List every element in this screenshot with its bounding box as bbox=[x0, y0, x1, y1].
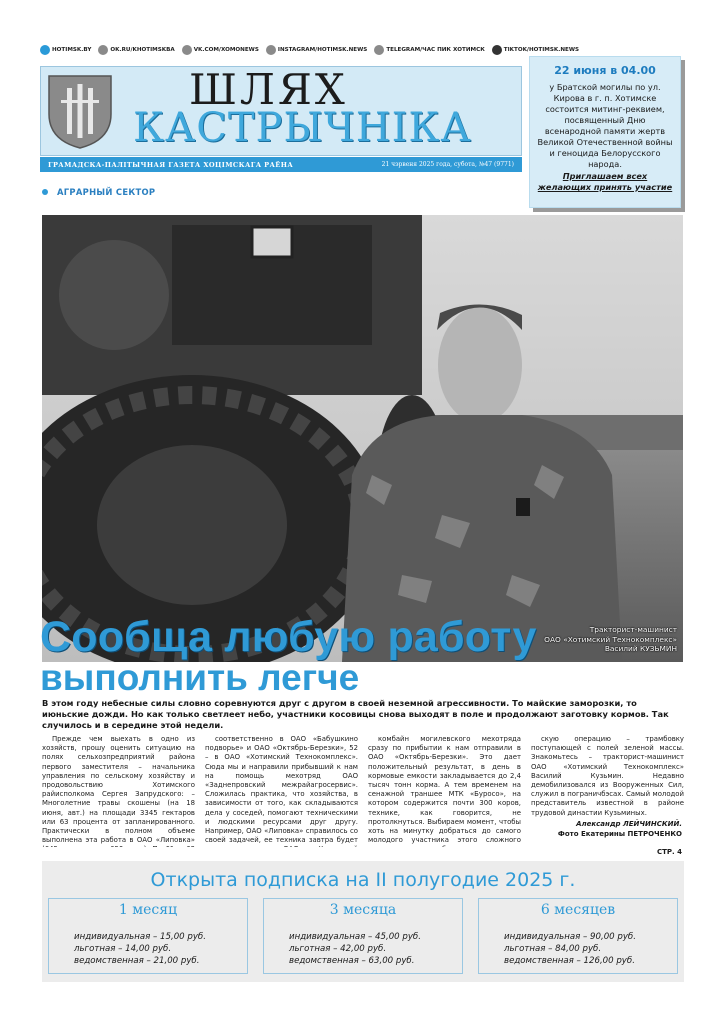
vk-icon bbox=[182, 45, 192, 55]
plan-price-individual: индивидуальная – 90,00 руб. bbox=[504, 932, 636, 942]
article-signature bbox=[470, 819, 682, 839]
plan-period: 1 месяц bbox=[118, 902, 178, 918]
photo-caption: Тракторист-машинист ОАО «Хотимский Технокомплекс» Василий КУЗЬМИН bbox=[544, 625, 677, 653]
photo-credit: Фото Екатерины ПЕТРОЧЕНКО bbox=[557, 830, 682, 838]
newspaper-title-line1: ШЛЯХ bbox=[189, 65, 348, 114]
ok-icon bbox=[98, 45, 108, 55]
article-lead: В этом году небесные силы словно соревнуются друг с другом в своей неземной агрессивности. То майские заморозки, то июньские дожди. Но как только светлеет небо, участники косовицы снова выходят в поле и продолжают заготовку кормов. Так случилось и в середине этой недели. bbox=[42, 698, 669, 730]
newspaper-title-line2: КАСТРЫЧНІКА bbox=[133, 105, 472, 151]
section-header: АГРАРНЫЙ СЕКТОР bbox=[42, 187, 155, 197]
subscription-title: Открыта подписка на II полугодие 2025 г. bbox=[150, 869, 576, 891]
plan-price-corporate: ведомственная – 21,00 руб. bbox=[74, 956, 200, 966]
announcement-invite: Приглашаем всех желающих принять участие bbox=[537, 171, 673, 192]
article-column-2: соответственно в ОАО «Бабушкино подворье» и ОАО «Октябрь-Березки», 52 – в ОАО «Хотимский Технокомплекс». Сюда мы и направили прибывший к нам на помощь мехотряд ОАО «Заднепровский межрайагросервис». Сложилась практика, что хозяйства, в зависимости от того, как складываются дела у соседей, помогают техническими и людскими ресурсами друг другу. Например, ОАО «Липовка» справилось со своей задачей, ее техника завтра будет bbox=[205, 735, 358, 845]
plan-6-months bbox=[478, 898, 678, 974]
newspaper-subtitle: ГРАМАДСКА-ПАЛІТЫЧНАЯ ГАЗЕТА ХОЦІМСКАГА РАЁНА bbox=[48, 160, 294, 169]
announcement-box bbox=[529, 56, 681, 208]
announcement-date: 22 июня в 04.00 bbox=[554, 64, 656, 77]
plan-period: 3 месяца bbox=[329, 902, 397, 918]
globe-icon bbox=[40, 45, 50, 55]
social-link-ok[interactable]: OK.RU/KHOTIMSKBA bbox=[98, 45, 174, 55]
plan-price-reduced: льготная – 42,00 руб. bbox=[289, 944, 387, 954]
plan-period: 6 месяцев bbox=[540, 902, 616, 918]
plan-price-corporate: ведомственная – 63,00 руб. bbox=[289, 956, 415, 966]
masthead-subline bbox=[40, 157, 522, 172]
article-column-3: комбайн могилевского мехотряда сразу по прибытии к нам отправили в ОАО «Октябрь-Березки». Это дает положительный результат, в день в кормовые емкости закладывается до 2,4 тысяч тонн корма. А тем временем на сенажной траншее МТК «Буросо», на котором содержится почти 300 коров, технике, как говорится, не протолкнуться. Выбираем момент, чтобы хоть на минутку добраться до самого молодого участника этого сложного bbox=[368, 735, 521, 845]
plan-price-individual: индивидуальная – 15,00 руб. bbox=[74, 932, 206, 942]
page-reference[interactable]: СТР. 4 bbox=[656, 848, 682, 856]
masthead bbox=[40, 66, 522, 156]
social-link-site[interactable]: HOTIMSK.BY bbox=[40, 45, 91, 55]
bullet-icon bbox=[42, 189, 48, 195]
author-name: Александр ЛЕЙЧИНСКИЙ. bbox=[576, 820, 682, 828]
plan-price-corporate: ведомственная – 126,00 руб. bbox=[504, 956, 635, 966]
main-photo bbox=[42, 215, 683, 662]
tractor-worker-photo bbox=[42, 215, 683, 662]
plan-1-month bbox=[48, 898, 248, 974]
article-column-1: Прежде чем выехать в одно из хозяйств, прошу оценить ситуацию на полях сельхозпредприятий района первого заместителя – начальника управления по сельскому хозяйству и продовольствию Хотимского райисполкома Сергея Запрудского: – Многолетние травы скошены (на 18 июня, авт.) на площади 3345 гектаров или 63 процента от запланированного. Практически в полном объеме выполнена эта работа в ОАО «Липовка» bbox=[42, 735, 195, 845]
social-bar bbox=[40, 43, 580, 57]
social-link-instagram[interactable]: INSTAGRAM/HOTIMSK.NEWS bbox=[266, 45, 367, 55]
headline-line1: Сообща любую работу bbox=[40, 613, 537, 661]
subscription-banner bbox=[42, 861, 684, 982]
social-link-tiktok[interactable]: TIKTOK/HOTIMSK.NEWS bbox=[492, 45, 579, 55]
telegram-icon bbox=[374, 45, 384, 55]
social-link-vk[interactable]: VK.COM/XOMONEWS bbox=[182, 45, 259, 55]
plan-price-individual: индивидуальная – 45,00 руб. bbox=[289, 932, 421, 942]
social-link-telegram[interactable]: TELEGRAM/ЧАС ПИК ХОТИМСК bbox=[374, 45, 484, 55]
issue-info: 21 чэрвеня 2025 года, субота, №47 (9771) bbox=[381, 161, 514, 168]
headline-line2: выполнить легче bbox=[40, 657, 360, 698]
coat-of-arms-icon bbox=[47, 74, 113, 150]
article-column-4: скую операцию – трамбовку поступающей с полей зеленой массы. Знакомьтесь – тракторист-машинист ОАО «Хотимский Технокомплекс» Василий Кузьмин. Недавно демобилизовался из Вооруженных Сил, служил в пограничбэсах. Самый молодой представитель известной в районе трудовой династии Кузьминых. bbox=[531, 735, 684, 817]
plan-3-months bbox=[263, 898, 463, 974]
plan-price-reduced: льготная – 84,00 руб. bbox=[504, 944, 602, 954]
announcement-text: у Братской могилы по ул. Кирова в г. п. Хотимске состоится митинг-реквием, посвященный Дню всенародной памяти жертв Великой Отечественной войны и геноцида Белорусского народа. bbox=[537, 82, 673, 169]
instagram-icon bbox=[266, 45, 276, 55]
plan-price-reduced: льготная – 14,00 руб. bbox=[74, 944, 172, 954]
tiktok-icon bbox=[492, 45, 502, 55]
